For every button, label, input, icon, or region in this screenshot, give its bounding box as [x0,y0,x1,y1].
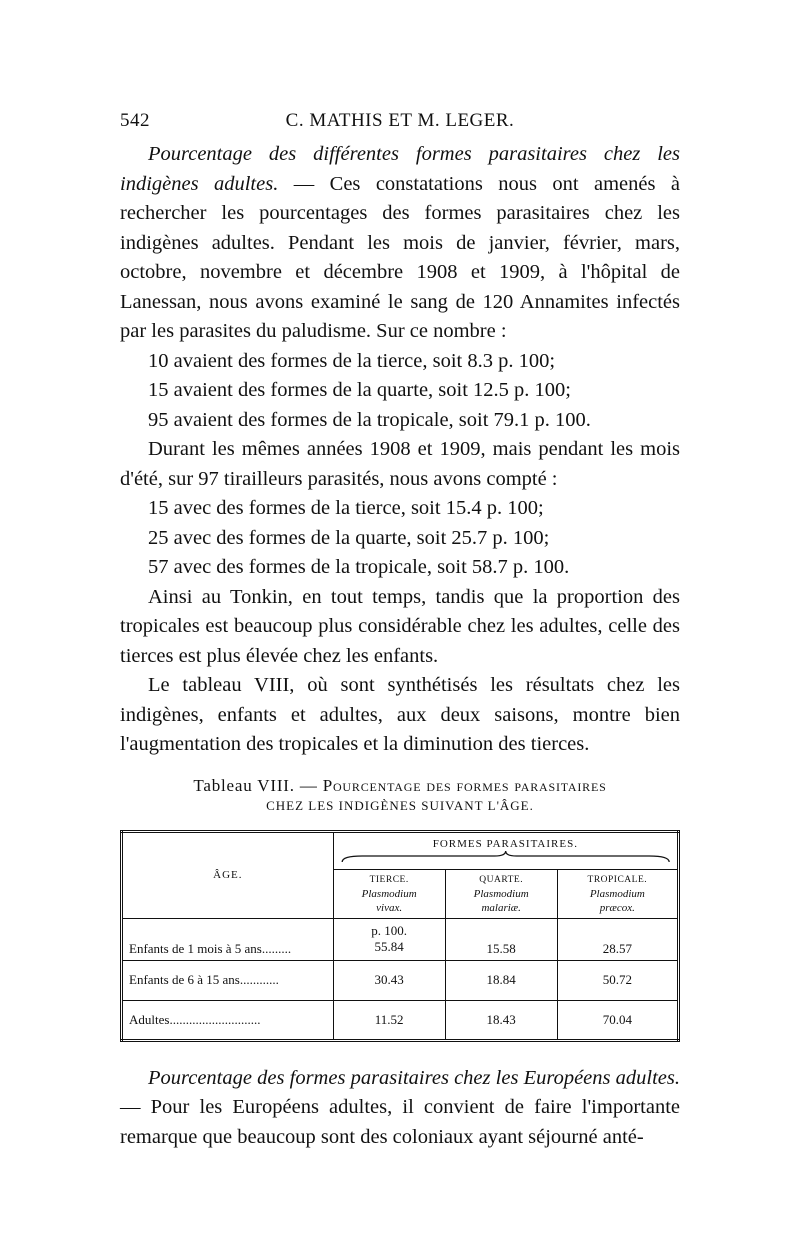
column-header-quarte: QUARTE. Plasmodium malariæ. [445,869,557,918]
table-title-main: Pourcentage des formes parasitaires [322,775,607,795]
table-row [122,960,679,1000]
cell-quarte: 18.84 [445,960,557,1000]
page-number: 542 [120,110,150,131]
running-title: C. MATHIS ET M. LEGER. [285,110,515,131]
forms-header-label: FORMES PARASITAIRES. [432,837,578,850]
row-label: Enfants de 6 à 15 ans............ [122,960,334,1000]
section-title-europeens: Pourcentage des formes parasitaires chez les Européens adultes. [148,1066,680,1089]
table-row [122,918,679,960]
list-item: 15 avec des formes de la tierce, soit 15.4 p. 100; [148,497,544,519]
paragraph-conclusion: Ainsi au Tonkin, en tout temps, tandis que la proportion des tropicales est beaucoup plus considérable chez les adultes, celle des tierces est plus élevée chez les enfants. [120,585,680,667]
paragraph-tableau: Le tableau VIII, où sont synthétisés les résultats chez les indigènes, enfants et adultes, aux deux saisons, montre bien l'augmentation des tropicales et la diminution des tierces. [120,674,680,755]
unit-label: p. 100. [371,923,408,938]
column-header-tropicale: TROPICALE. Plasmodium præcox. [557,869,678,918]
age-header: ÂGE. [122,831,334,918]
list-item: 57 avec des formes de la tropicale, soit 58.7 p. 100. [148,556,570,578]
brace-icon [340,850,671,864]
page-header [120,110,680,132]
cell-tierce: 30.43 [333,960,445,1000]
cell-quarte: 15.58 [445,918,557,960]
paragraph-indigenes-adultes [120,140,680,347]
table-row [122,1000,679,1040]
section-title-indigenes: Pourcentage des différentes formes parasitaires chez les indigènes adultes. [120,143,680,195]
page [120,110,680,1152]
cell-tropicale: 50.72 [557,960,678,1000]
row-label: Enfants de 1 mois à 5 ans......... [122,918,334,960]
list-item: 10 avaient des formes de la tierce, soit 8.3 p. 100; [148,349,556,372]
table-title [120,774,680,798]
row-label: Adultes............................ [122,1000,334,1040]
paragraph-tirailleurs: Durant les mêmes années 1908 et 1909, mais pendant les mois d'été, sur 97 tirailleurs parasités, nous avons compté : [120,438,680,490]
cell-tropicale: 70.04 [557,1000,678,1040]
table-subtitle: CHEZ LES INDIGÈNES SUIVANT L'ÂGE. [266,797,534,813]
cell-quarte: 18.43 [445,1000,557,1040]
paragraph-europeens [120,1064,680,1153]
list-item: 25 avec des formes de la quarte, soit 25.7 p. 100; [148,526,550,549]
list-item: 95 avaient des formes de la tropicale, soit 79.1 p. 100. [148,408,591,431]
paragraph-text: — Pour les Européens adultes, il convient de faire l'importante remarque que beaucoup sont des coloniaux ayant séjourné anté- [120,1096,680,1148]
table-title-prefix: Tableau VIII. — [193,775,323,795]
cell-tierce: p. 100. 55.84 [333,918,445,960]
forms-header [333,831,678,869]
table-viii [120,830,680,1042]
list-item: 15 avaient des formes de la quarte, soit 12.5 p. 100; [148,379,571,401]
cell-tierce: 11.52 [333,1000,445,1040]
column-header-tierce: TIERCE. Plasmodium vivax. [333,869,445,918]
paragraph-text: — Ces constatations nous ont amenés à rechercher les pourcentages des formes parasitaires chez les indigènes adultes. Pendant les mois de janvier, février, mars, octobre, novembre et décembre 1908 et 1909, à l'hôpital de Lanessan, nous avons examiné le sang de 120 Annamites infectés par les parasites du paludisme. Sur ce nombre : [120,172,680,342]
cell-tropicale: 28.57 [557,918,678,960]
